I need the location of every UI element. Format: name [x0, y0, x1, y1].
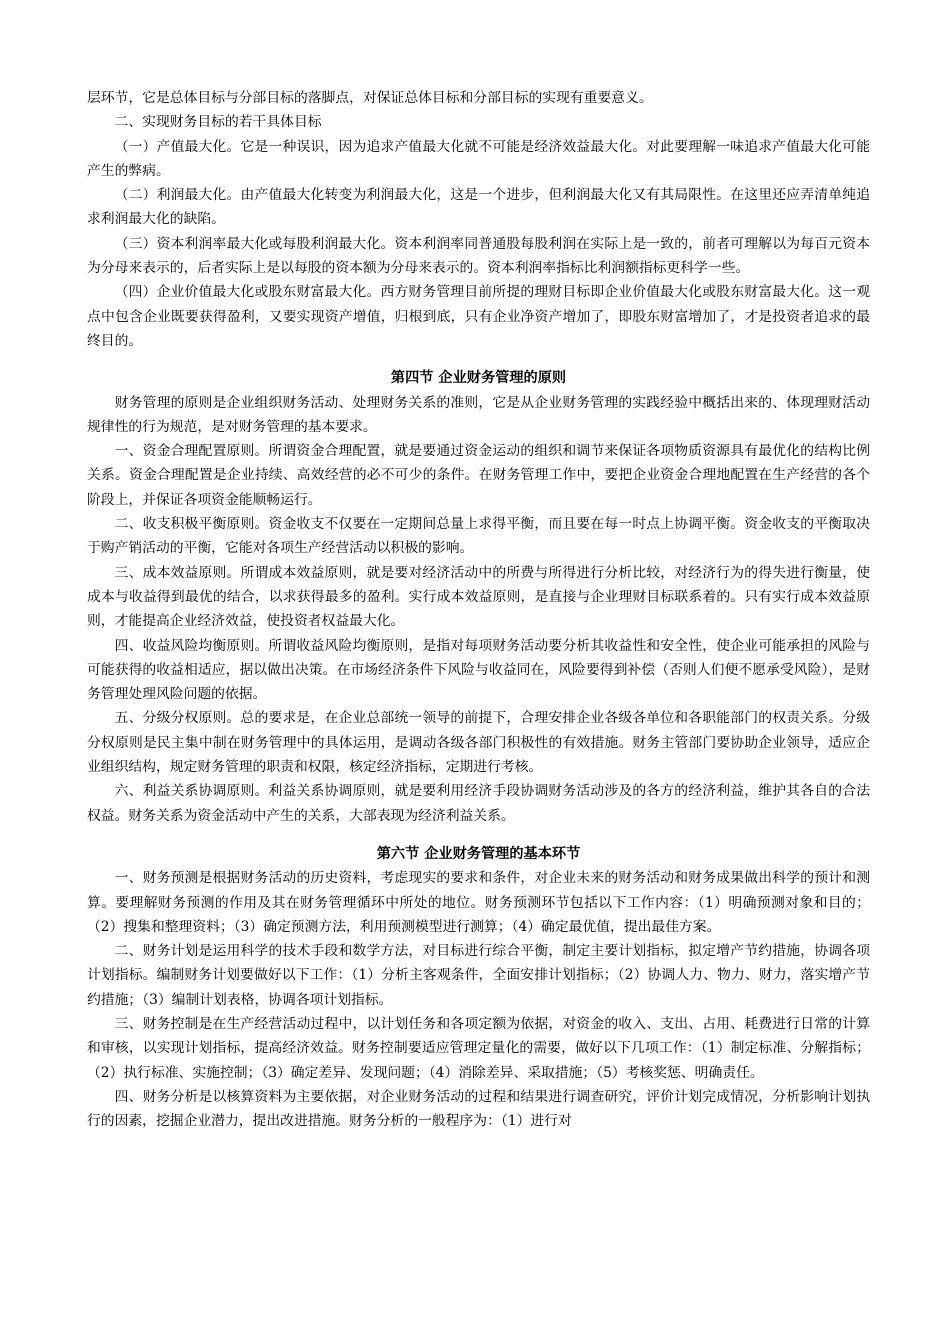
section-6-paragraph: 四、财务分析是以核算资料为主要依据，对企业财务活动的过程和结果进行调查研究，评价计划完成情况，分析影响计划执行的因素，挖掘企业潜力，提出改进措施。财务分析的一般程序为：（1）进行对 — [87, 1088, 870, 1130]
section-6-title: 第六节 企业财务管理的基本环节 — [376, 845, 581, 862]
section-4-paragraph: 四、收益风险均衡原则。所谓收益风险均衡原则，是指对每项财务活动要分析其收益性和安全性，使企业可能承担的风险与可能获得的收益相适应，据以做出决策。在市场经济条件下风险与收益同在，风险要得到补偿（否则人们便不愿承受风险），是财务管理处理风险问题的依据。 — [87, 637, 870, 703]
intro-paragraph: （三）资本利润率最大化或每股利润最大化。资本利润率同普通股每股利润在实际上是一致的，前者可理解以为每百元资本为分母来表示的，后者实际上是以每股的资本额为分母来表示的。资本利润率指标比利润额指标更科学一些。 — [87, 235, 870, 277]
section-4-paragraph: 六、利益关系协调原则。利益关系协调原则，就是要利用经济手段协调财务活动涉及的各方的经济利益，维护其各自的合法权益。财务关系为资金活动中产生的关系，大部表现为经济利益关系。 — [87, 783, 870, 824]
intro-paragraph: （二）利润最大化。由产值最大化转变为利润最大化，这是一个进步，但利润最大化又有其局限性。在这里还应弄清单纯追求利润最大化的缺陷。 — [87, 187, 870, 228]
section-6-paragraph: 二、财务计划是运用科学的技术手段和数学方法，对目标进行综合平衡，制定主要计划指标，拟定增产节约措施，协调各项计划指标。编制财务计划要做好以下工作：（1）分析主客观条件，全面安排计划指标；（2）协调人力、物力、财力，落实增产节约措施；（3）编制计划表格，协调各项计划指标。 — [87, 943, 870, 1008]
continuation-paragraph: 层环节，它是总体目标与分部目标的落脚点，对保证总体目标和分部目标的实现有重要意义。 — [87, 90, 653, 106]
section-4-paragraph: 二、收支积极平衡原则。资金收支不仅要在一定期间总量上求得平衡，而且要在每一时点上协调平衡。资金收支的平衡取决于购产销活动的平衡，它能对各项生产经营活动以积极的影响。 — [87, 516, 870, 557]
intro-paragraph: 二、实现财务目标的若干具体目标 — [114, 114, 322, 131]
section-4-paragraph: 三、成本效益原则。所谓成本效益原则，就是要对经济活动中的所费与所得进行分析比较，对经济行为的得失进行衡量，使成本与收益得到最优的结合，以求获得最多的盈利。实行成本效益原则，是直接与企业理财目标联系着的。只有实行成本效益原则，才能提高企业经济效益，使投资者权益最大化。 — [87, 564, 870, 630]
section-4-title: 第四节 企业财务管理的原则 — [390, 370, 567, 387]
section-4-paragraph: 财务管理的原则是企业组织财务活动、处理财务关系的准则，它是从企业财务管理的实践经验中概括出来的、体现理财活动规律性的行为规范，是对财务管理的基本要求。 — [87, 394, 870, 435]
section-6-paragraph: 三、财务控制是在生产经营活动过程中，以计划任务和各项定额为依据，对资金的收入、支出、占用、耗费进行日常的计算和审核，以实现计划指标，提高经济效益。财务控制要适应管理定量化的需要，做好以下几项工作：（1）制定标准、分解指标；（2）执行标准、实施控制；（3）确定差异、发现问题；（4）消除差异、采取措施；（5）考核奖惩、明确责任。 — [87, 1015, 870, 1081]
document-page — [87, 86, 870, 1133]
section-6-paragraph: 一、财务预测是根据财务活动的历史资料，考虑现实的要求和条件，对企业未来的财务活动和财务成果做出科学的预计和测算。要理解财务预测的作用及其在财务管理循环中所处的地位。财务预测环节包括以下工作内容：（1）明确预测对象和目的；（2）搜集和整理资料；（3）确定预测方法，利用预测模型进行测算；（4）确定最优值，提出最佳方案。 — [87, 870, 870, 935]
intro-paragraph: （四）企业价值最大化或股东财富最大化。西方财务管理目前所提的理财目标即企业价值最大化或股东财富最大化。这一观点中包含企业既要获得盈利，又要实现资产增值，归根到底，只有企业净资产增加了，即股东财富增加了，才是投资者追求的最终目的。 — [87, 284, 870, 349]
section-4-paragraph: 五、分级分权原则。总的要求是，在企业总部统一领导的前提下，合理安排企业各级各单位和各职能部门的权责关系。分级分权原则是民主集中制在财务管理中的具体运用，是调动各级各部门积极性的有效措施。财务主管部门要协助企业领导，适应企业组织结构，规定财务管理的职责和权限，核定经济指标，定期进行考核。 — [87, 710, 870, 776]
intro-paragraph: （一）产值最大化。它是一种误识，因为追求产值最大化就不可能是经济效益最大化。对此要理解一味追求产值最大化可能产生的弊病。 — [87, 138, 870, 179]
section-4-paragraph: 一、资金合理配置原则。所谓资金合理配置，就是要通过资金运动的组织和调节来保证各项物质资源具有最优化的结构比例关系。资金合理配置是企业持续、高效经营的必不可少的条件。在财务管理工作中，要把企业资金合理地配置在生产经营的各个阶段上，并保证各项资金能顺畅运行。 — [87, 443, 870, 508]
